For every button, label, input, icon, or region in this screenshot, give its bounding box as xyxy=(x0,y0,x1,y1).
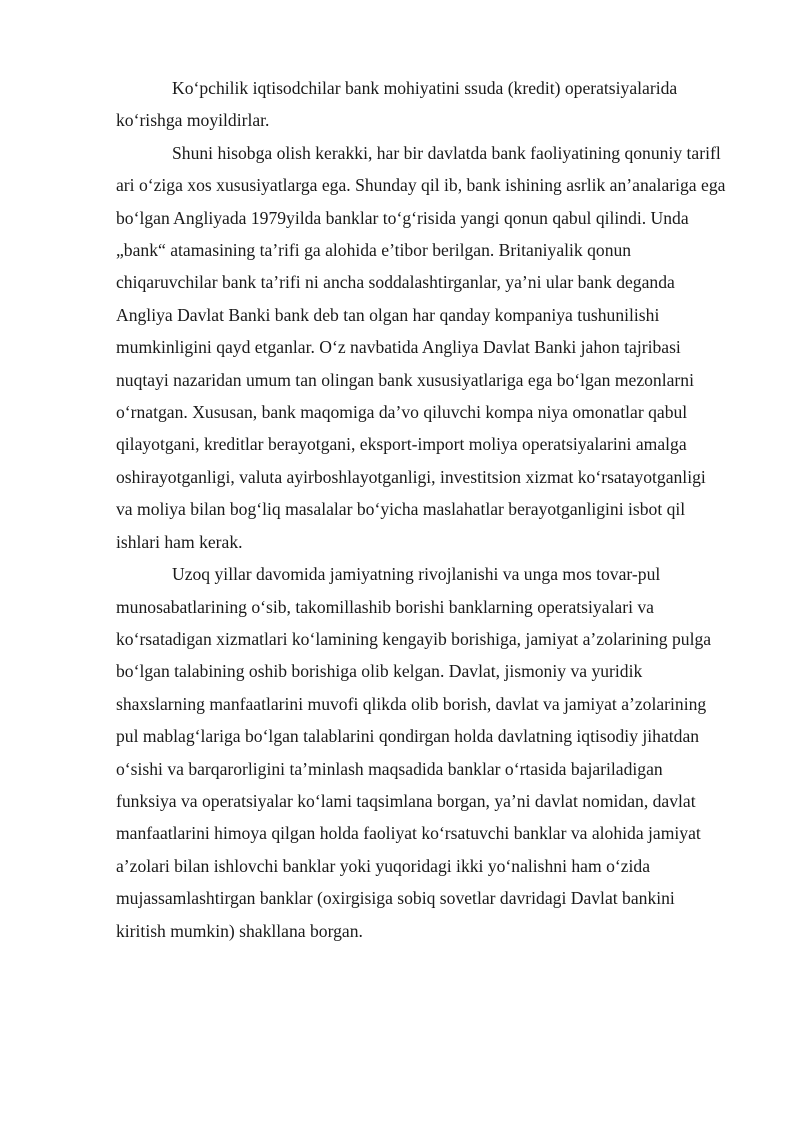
paragraph-1: Koʻpchilik iqtisodchilar bank mohiyatini ssuda (kredit) operatsiyalarida koʻrishga moyildirlar. xyxy=(116,78,678,131)
paragraph-2: Shuni hisobga olish kerakki, har bir davlatda bank faoliyatining qonuniy tarifl ari oʻziga xos xususiyatlarga ega. Shunday qil ib, bank ishining asrlik an’analariga ega boʻlgan Angliyada 1979yilda banklar toʻgʻrisida yangi qonun qabul qilindi. Unda „bank“ atamasining ta’rifi ga alohida e’tibor berilgan. Britaniyalik qonun chiqaruvchilar bank ta’rifi ni ancha soddalashtirganlar, ya’ni ular bank deganda Angliya Davlat Banki bank deb tan olgan har qanday kompaniya tushunilishi mumkinligini qayd etganlar. Oʻz navbatida Angliya Davlat Banki jahon tajribasi nuqtayi nazaridan umum tan olingan bank xususiyatlariga ega boʻlgan mezonlarni oʻrnatgan. Xususan, bank maqomiga da’vo qiluvchi kompa niya omonatlar qabul qilayotgani, kreditlar berayotgani, eksport-import moliya operatsiyalarini amalga oshirayotganligi, valuta ayirboshlayotganligi, investitsion xizmat koʻrsatayotganligi va moliya bilan bogʻliq masalalar boʻyicha maslahatlar berayotganligini isbot qil ishlari ham kerak. xyxy=(116,142,726,552)
document-page xyxy=(116,72,726,947)
paragraph-3: Uzoq yillar davomida jamiyatning rivojlanishi va unga mos tovar-pul munosabatlarining oʻsib, takomillashib borishi banklarning operatsiyalari va koʻrsatadigan xizmatlari koʻlamining kengayib borishiga, jamiyat a’zolarining pulga boʻlgan talabining oshib borishiga olib kelgan. Davlat, jismoniy va yuridik shaxslarning manfaatlarini muvofi qlikda olib borish, davlat va jamiyat a’zolarining pul mablagʻlariga boʻlgan talablarini qondirgan holda davlatning iqtisodiy jihatdan oʻsishi va barqarorligini ta’minlash maqsadida banklar oʻrtasida bajariladigan funksiya va operatsiyalar koʻlami taqsimlana borgan, ya’ni davlat nomidan, davlat manfaatlarini himoya qilgan holda faoliyat koʻrsatuvchi banklar va alohida jamiyat a’zolari bilan ishlovchi banklar yoki yuqoridagi ikki yoʻnalishni ham oʻzida mujassamlashtirgan banklar (oxirgisiga sobiq sovetlar davridagi Davlat bankini kiritish mumkin) shakllana borgan. xyxy=(116,564,712,941)
